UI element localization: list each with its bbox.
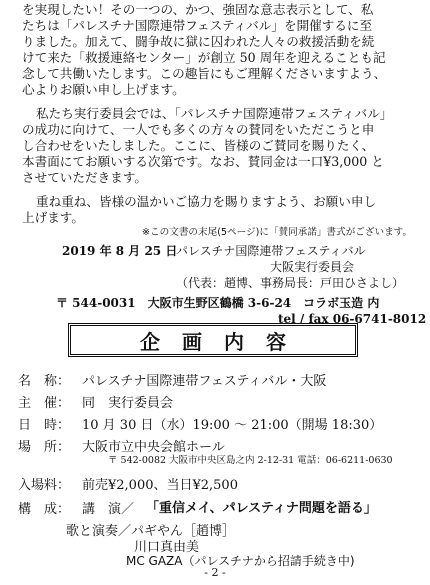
datetime-label: 日 時： — [18, 418, 71, 433]
program-label: 構 成： — [18, 502, 71, 517]
signature-phone: tel / fax 06-6741-8012 — [278, 312, 427, 326]
paragraph-line: を実現したい！その一つの、かつ、強固な意志表示として、私 — [22, 2, 374, 17]
form-note: ※この文書の末尾(5ページ)に「賛同承諾」書式がございます。 — [142, 227, 413, 238]
name-label: 名 称： — [18, 374, 71, 389]
admission-fee: 前売¥2,000、当日¥2,500 — [82, 478, 238, 493]
paragraph-line: けて来た「救援連絡センター」が創立 50 周年を迎えることも記 — [22, 50, 386, 65]
paragraph-line: 本書面にてお願いする次第です。なお、賛同金は一口¥3,000 と — [22, 154, 384, 169]
performer-line: MC GAZA（パレスチナから招請手続き中) — [126, 554, 355, 568]
event-name: パレスチナ国際連帯フェスティバル・大阪 — [82, 374, 327, 389]
section-heading-box — [68, 323, 358, 357]
performer-line: 歌と演奏／パギやん［趙博］ — [66, 524, 236, 539]
venue-address: 〒 542-0082 大阪市中央区島之内 2-12-31 電話：06-6211-0630 — [108, 455, 393, 466]
page-number: - 2 - — [204, 566, 226, 579]
event-venue: 大阪市立中央会館ホール — [82, 440, 225, 455]
event-host: 同 実行委員会 — [82, 396, 174, 411]
venue-label: 場 所： — [18, 440, 71, 455]
fee-label: 入場料： — [18, 478, 71, 493]
signature-committee: 大阪実行委員会 — [270, 260, 355, 274]
paragraph-line: の成功に向けて、一人でも多くの方々の賛同をいただこうと申 — [22, 122, 375, 137]
section-heading: 企画内容 — [140, 329, 308, 354]
event-datetime: 10 月 30 日（水）19:00 〜 21:00（開場 18:30） — [82, 418, 383, 433]
paragraph-line: たちは「パレスチナ国際連帯フェスティバル」を開催するに至 — [22, 18, 373, 33]
paragraph-line: りました。加えて、闘争故に獄に囚われた人々の救援活動を続 — [22, 34, 375, 49]
performer-line: 川口真由美 — [134, 540, 200, 555]
host-label: 主 催： — [18, 396, 71, 411]
paragraph-line: 私たち実行委員会では、「パレスチナ国際連帯フェスティバル」 — [36, 106, 393, 121]
signature-date: 2019 年 8 月 25 日 — [62, 244, 178, 258]
paragraph-line: し合わせをいたしました。ここに、皆様のご賛同を賜りたく、 — [22, 138, 375, 153]
signature-org: パレスチナ国際連帯フェスティバル — [176, 244, 366, 258]
program-lecture-title: 「重信メイ、パレスティナ問題を語る」 — [146, 501, 377, 516]
paragraph-line: 念して共働いたします。この趣旨にもご理解くださいますよう、 — [22, 66, 387, 81]
paragraph-line: 上げます。 — [22, 210, 84, 225]
paragraph-line: 重ね重ね、皆様の温かいご協力を賜りますよう、お願い申し — [36, 194, 377, 209]
paragraph-line: させていただきます。 — [22, 170, 147, 185]
signature-representatives: （代表：趙博、事務局長：戸田ひさよし） — [176, 276, 405, 290]
signature-address: 〒 544-0031 大阪市生野区鶴橋 3-6-24 コラボ玉造 内 — [56, 296, 380, 310]
paragraph-line: 心よりお願い申し上げます。 — [22, 82, 185, 97]
program-lecture-label: 講 演／ — [82, 502, 135, 517]
